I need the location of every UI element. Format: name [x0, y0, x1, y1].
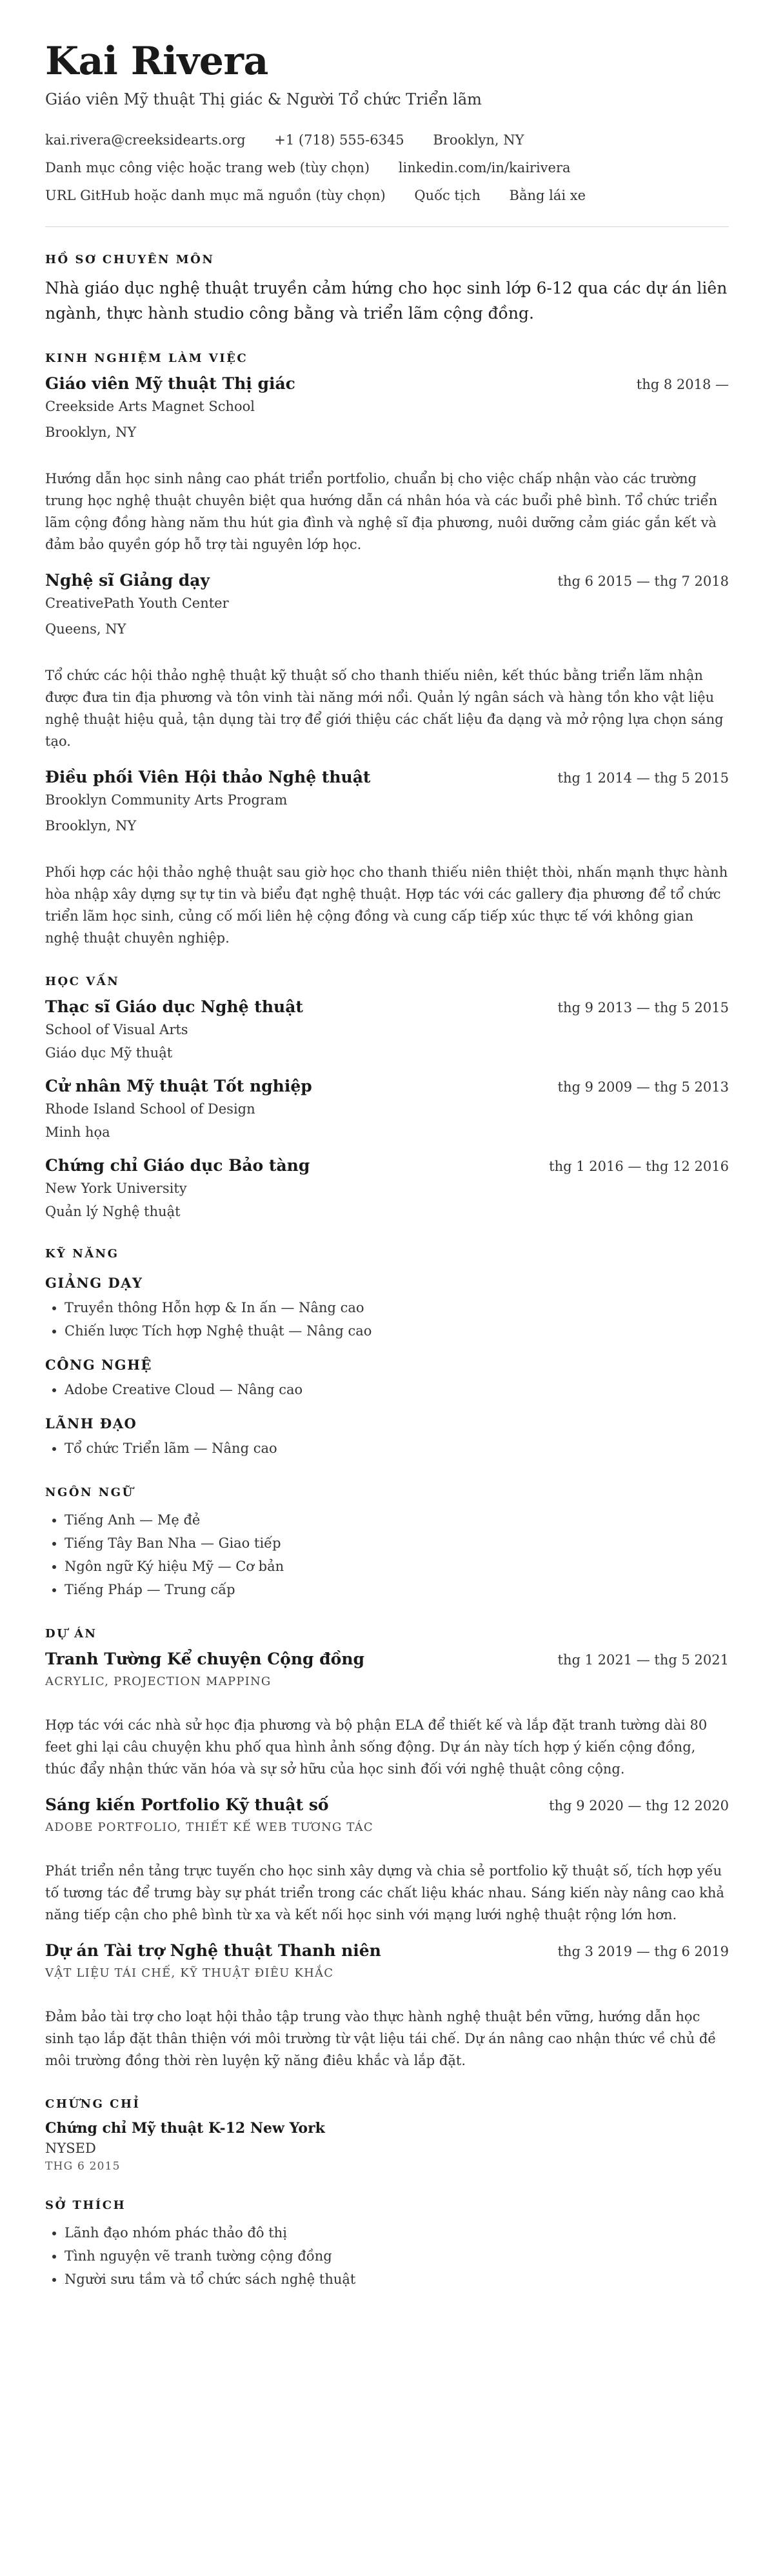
school-name: Rhode Island School of Design — [45, 1101, 255, 1117]
interests-section — [45, 2199, 729, 2291]
job-date: thg 6 2015 — thg 7 2018 — [557, 574, 729, 589]
certification-entry — [45, 2120, 729, 2173]
education-entry — [45, 1156, 729, 1221]
degree-field: Minh họa — [45, 1124, 110, 1140]
section-title: CHỨNG CHỈ — [45, 2097, 141, 2111]
experience-entry — [45, 768, 729, 949]
contact-github[interactable]: URL GitHub hoặc danh mục mã nguồn (tùy chọn) — [45, 188, 386, 203]
section-title: KỸ NĂNG — [45, 1247, 119, 1261]
contact-info — [45, 126, 729, 210]
job-title: Điều phối Viên Hội thảo Nghệ thuật — [45, 768, 371, 786]
education-entry — [45, 997, 729, 1063]
job-title: Nghệ sĩ Giảng dạy — [45, 571, 210, 590]
school-name: New York University — [45, 1181, 187, 1196]
project-date: thg 1 2021 — thg 5 2021 — [557, 1652, 729, 1668]
contact-linkedin[interactable]: linkedin.com/in/kairivera — [398, 160, 571, 175]
header-divider — [45, 226, 729, 227]
degree-date: thg 9 2009 — thg 5 2013 — [557, 1079, 729, 1095]
project-date: thg 9 2020 — thg 12 2020 — [549, 1798, 729, 1813]
interest-item: • Người sưu tầm và tổ chức sách nghệ thuật — [64, 2268, 729, 2291]
language-item: • Tiếng Anh — Mẹ đẻ — [64, 1508, 729, 1532]
resume-header — [45, 40, 729, 210]
job-location: Brooklyn, NY — [45, 818, 137, 834]
interest-list — [45, 2221, 729, 2291]
headline: Giáo viên Mỹ thuật Thị giác & Người Tổ chức Triển lãm — [45, 90, 482, 108]
skill-list — [45, 1296, 729, 1343]
language-item: • Tiếng Tây Ban Nha — Giao tiếp — [64, 1532, 729, 1555]
degree-field: Quản lý Nghệ thuật — [45, 1204, 181, 1219]
section-title: HỒ SƠ CHUYÊN MÔN — [45, 253, 215, 266]
skill-list — [45, 1437, 729, 1460]
skills-section — [45, 1247, 729, 1460]
projects-section — [45, 1627, 729, 2072]
section-title: DỰ ÁN — [45, 1627, 97, 1641]
contact-location: Brooklyn, NY — [433, 132, 524, 148]
languages-section — [45, 1486, 729, 1601]
summary-section — [45, 253, 729, 326]
project-date: thg 3 2019 — thg 6 2019 — [557, 1944, 729, 1959]
job-org: Brooklyn Community Arts Program — [45, 792, 288, 808]
skill-item: • Truyền thông Hỗn hợp & In ấn — Nâng cao — [64, 1296, 729, 1319]
job-description: Hướng dẫn học sinh nâng cao phát triển portfolio, chuẩn bị cho việc chấp nhận vào các trường trung học nghệ thuật chuyên biệt qua hướng dẫn cá nhân hóa và các buổi phê bình. Tổ chức triển lãm cộng đồng hàng năm thu hút gia đình và nghệ sĩ địa phương, nuôi dưỡng cảm giác gắn kết và đảm bảo quyền góp hỗ trợ tài nguyên lớp học. — [45, 471, 718, 552]
contact-email[interactable]: kai.rivera@creeksidearts.org — [45, 132, 246, 148]
project-title: Sáng kiến Portfolio Kỹ thuật số — [45, 1795, 329, 1814]
interest-item: • Tình nguyện vẽ tranh tường cộng đồng — [64, 2244, 729, 2268]
project-tags: ACRYLIC, PROJECTION MAPPING — [45, 1675, 272, 1688]
skill-category: CÔNG NGHỆ — [45, 1357, 152, 1373]
contact-nationality: Quốc tịch — [414, 188, 481, 203]
contact-phone[interactable]: +1 (718) 555-6345 — [274, 132, 404, 148]
experience-entry — [45, 374, 729, 555]
education-section — [45, 975, 729, 1221]
job-org: Creekside Arts Magnet School — [45, 399, 255, 414]
project-title: Tranh Tường Kể chuyện Cộng đồng — [45, 1650, 364, 1668]
skill-category: LÃNH ĐẠO — [45, 1415, 137, 1432]
degree-title: Thạc sĩ Giáo dục Nghệ thuật — [45, 997, 303, 1016]
job-title: Giáo viên Mỹ thuật Thị giác — [45, 374, 295, 393]
certification-org: NYSED — [45, 2141, 96, 2156]
section-title: KINH NGHIỆM LÀM VIỆC — [45, 352, 248, 365]
job-location: Queens, NY — [45, 621, 126, 637]
experience-entry — [45, 571, 729, 752]
job-location: Brooklyn, NY — [45, 424, 137, 440]
section-title: SỞ THÍCH — [45, 2199, 126, 2212]
degree-title: Chứng chỉ Giáo dục Bảo tàng — [45, 1156, 310, 1175]
job-date: thg 1 2014 — thg 5 2015 — [557, 770, 729, 786]
skill-list — [45, 1378, 729, 1401]
project-description: Phát triển nền tảng trực tuyến cho học sinh xây dựng và chia sẻ portfolio kỹ thuật số, tích hợp yếu tố tương tác để trưng bày sự phát triển trong các chất liệu khác nhau. Sáng kiến này nâng cao khả năng tiếp cận cho phê bình từ xa và kết nối học sinh với mạng lưới nghệ thuật rộng lớn hơn. — [45, 1863, 724, 1922]
language-list — [45, 1508, 729, 1601]
contact-license: Bằng lái xe — [509, 188, 586, 203]
person-name: Kai Rivera — [45, 39, 268, 84]
school-name: School of Visual Arts — [45, 1022, 188, 1037]
certification-date: THG 6 2015 — [45, 2160, 121, 2173]
summary-text: Nhà giáo dục nghệ thuật truyền cảm hứng cho học sinh lớp 6-12 qua các dự án liên ngành, thực hành studio công bằng và triển lãm cộng đồng. — [45, 279, 728, 323]
project-title: Dự án Tài trợ Nghệ thuật Thanh niên — [45, 1941, 381, 1960]
job-description: Phối hợp các hội thảo nghệ thuật sau giờ học cho thanh thiếu niên thiệt thòi, nhấn mạnh thực hành hòa nhập xây dựng sự tự tin và biểu đạt nghệ thuật. Hợp tác với các gallery địa phương để tổ chức triển lãm học sinh, củng cố mối liên hệ cộng đồng và cung cấp tiếp xúc thực tế với không gian nghệ thuật chuyên nghiệp. — [45, 864, 728, 946]
education-entry — [45, 1077, 729, 1142]
skill-item: • Chiến lược Tích hợp Nghệ thuật — Nâng cao — [64, 1319, 729, 1343]
project-entry — [45, 1941, 729, 2072]
job-org: CreativePath Youth Center — [45, 595, 229, 611]
language-item: • Tiếng Pháp — Trung cấp — [64, 1578, 729, 1601]
interest-item: • Lãnh đạo nhóm phác thảo đô thị — [64, 2221, 729, 2244]
certification-name: Chứng chỉ Mỹ thuật K-12 New York — [45, 2120, 325, 2137]
degree-field: Giáo dục Mỹ thuật — [45, 1045, 173, 1061]
contact-portfolio[interactable]: Danh mục công việc hoặc trang web (tùy chọn) — [45, 160, 370, 175]
job-date: thg 8 2018 — — [636, 377, 729, 392]
skill-item: • Tổ chức Triển lãm — Nâng cao — [64, 1437, 729, 1460]
skill-category: GIẢNG DẠY — [45, 1275, 143, 1291]
experience-section — [45, 352, 729, 949]
degree-title: Cử nhân Mỹ thuật Tốt nghiệp — [45, 1077, 312, 1095]
project-entry — [45, 1650, 729, 1780]
project-entry — [45, 1795, 729, 1926]
skill-item: • Adobe Creative Cloud — Nâng cao — [64, 1378, 729, 1401]
project-description: Hợp tác với các nhà sử học địa phương và bộ phận ELA để thiết kế và lắp đặt tranh tường dài 80 feet ghi lại câu chuyện khu phố qua hình ảnh sống động. Dự án này tích hợp ý kiến cộng đồng, thúc đẩy nhận thức văn hóa và sự sở hữu của học sinh đối với nghệ thuật công cộng. — [45, 1717, 708, 1777]
project-tags: VẬT LIỆU TÁI CHẾ, KỸ THUẬT ĐIÊU KHẮC — [45, 1966, 334, 1980]
certifications-section — [45, 2097, 729, 2173]
degree-date: thg 9 2013 — thg 5 2015 — [557, 1000, 729, 1015]
language-item: • Ngôn ngữ Ký hiệu Mỹ — Cơ bản — [64, 1555, 729, 1578]
degree-date: thg 1 2016 — thg 12 2016 — [549, 1159, 729, 1174]
job-description: Tổ chức các hội thảo nghệ thuật kỹ thuật số cho thanh thiếu niên, kết thúc bằng triển lãm nhận được đưa tin địa phương và tôn vinh tài năng mới nổi. Quản lý ngân sách và hàng tồn kho vật liệu nghệ thuật hiệu quả, tận dụng tài trợ để giới thiệu các chất liệu đa dạng và mở rộng lựa chọn sáng tạo. — [45, 668, 724, 749]
section-title: HỌC VẤN — [45, 975, 120, 988]
project-description: Đảm bảo tài trợ cho loạt hội thảo tập trung vào thực hành nghệ thuật bền vững, hướng dẫn học sinh tạo lắp đặt thân thiện với môi trường từ vật liệu tái chế. Dự án nâng cao nhận thức về chủ đề môi trường đồng thời rèn luyện kỹ năng điêu khắc và lắp đặt. — [45, 2009, 717, 2068]
section-title: NGÔN NGỮ — [45, 1486, 134, 1499]
project-tags: ADOBE PORTFOLIO, THIẾT KẾ WEB TƯƠNG TÁC — [45, 1821, 373, 1834]
